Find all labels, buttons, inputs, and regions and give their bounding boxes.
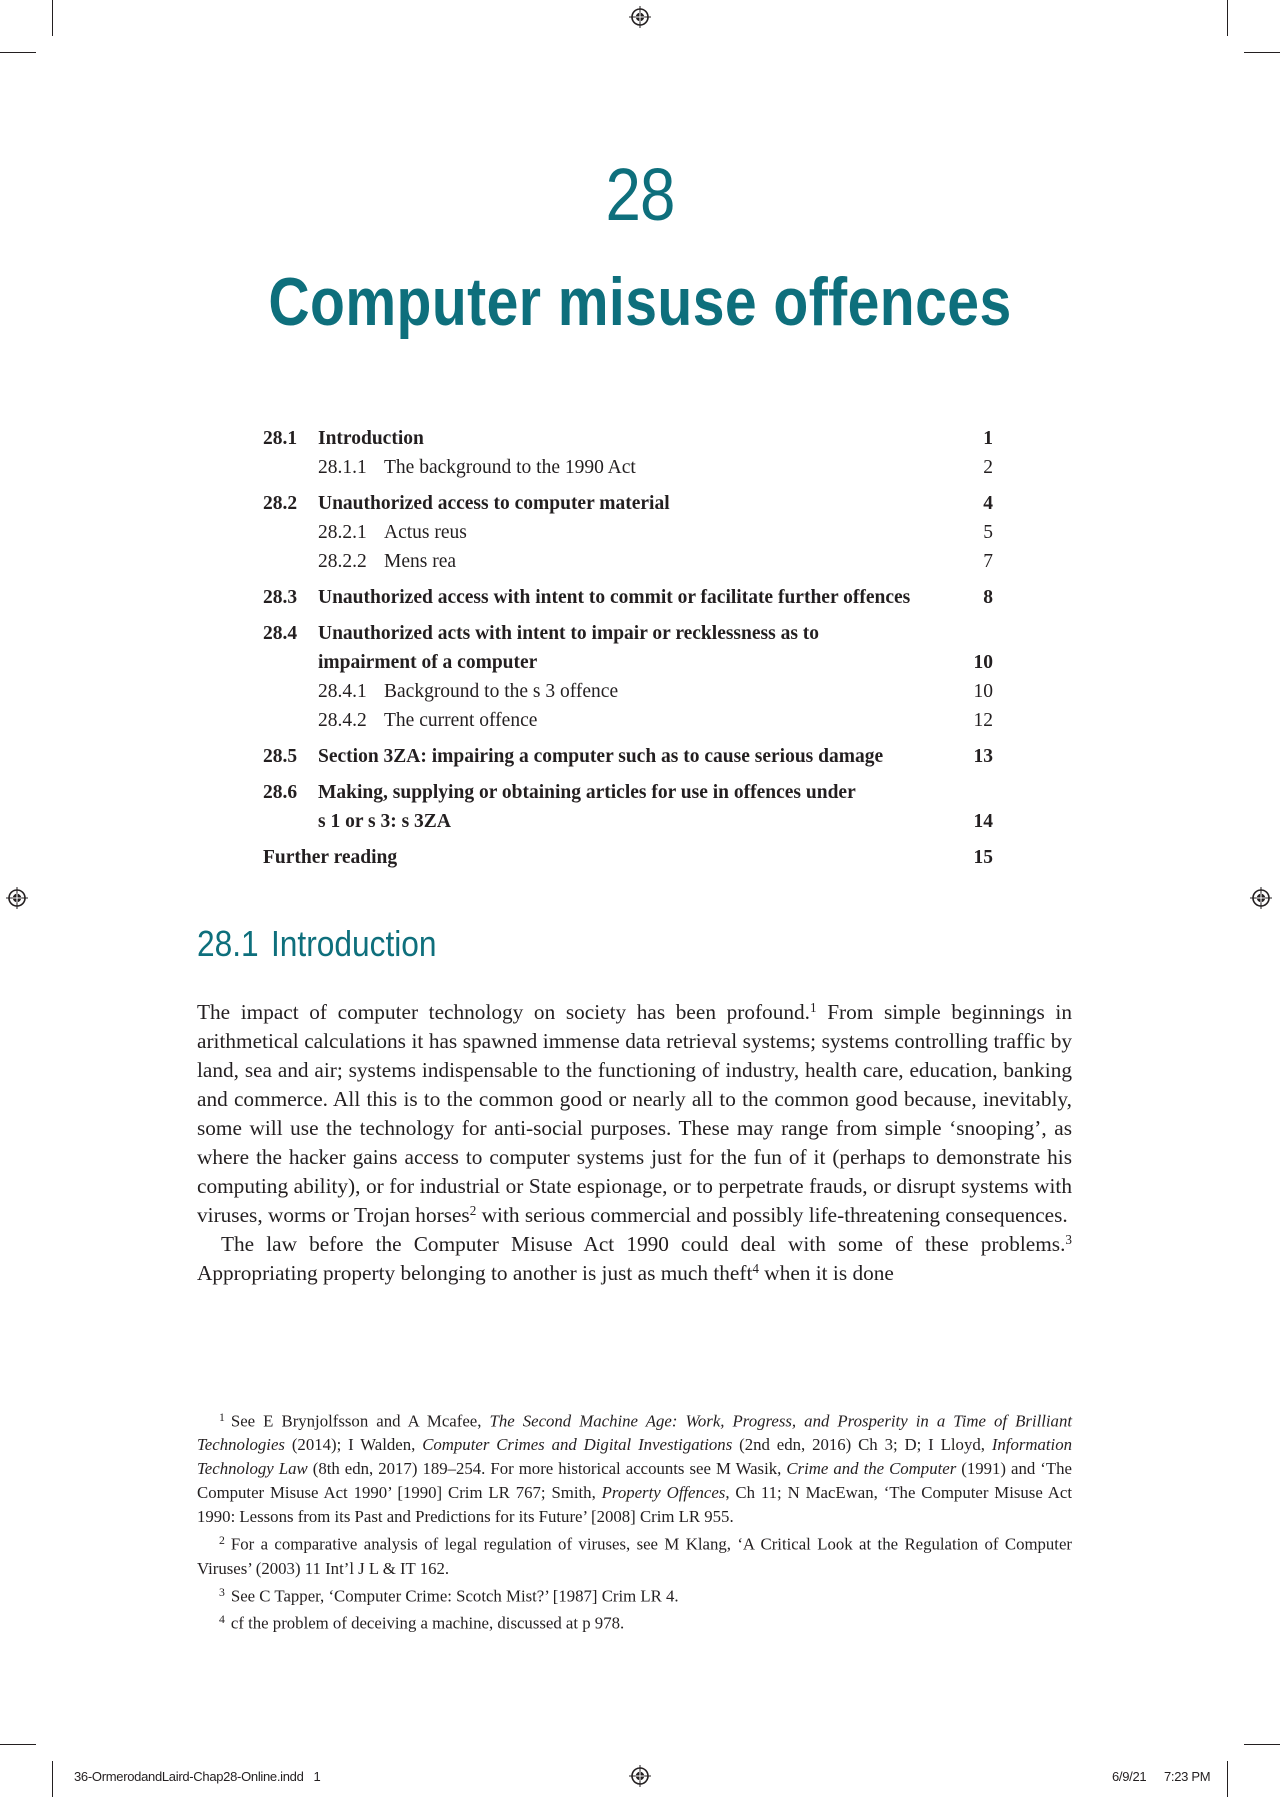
toc-subentry[interactable] [263, 547, 993, 576]
toc-title: Background to the s 3 offence [384, 681, 619, 702]
toc-title: Unauthorized access to computer material [318, 493, 670, 514]
registration-mark-icon [1250, 887, 1272, 909]
text-run: The law before the Computer Misuse Act 1990 could deal with some of these problems. [221, 1232, 1066, 1256]
toc-page: 12 [973, 710, 993, 731]
footnote-mark: 2 [219, 1534, 225, 1548]
toc-title: Mens rea [384, 551, 457, 572]
toc-entry[interactable] [263, 489, 993, 518]
crop-mark [0, 1744, 36, 1745]
text-run: The impact of computer technology on society has been profound. [197, 1000, 810, 1024]
slug-date: 6/9/21 [1112, 1769, 1147, 1784]
crop-mark [1244, 52, 1280, 53]
toc-entry[interactable] [263, 424, 993, 453]
slug-filename: 36-OrmerodandLaird-Chap28-Online.indd 1 [74, 1769, 321, 1784]
toc-page: 2 [983, 457, 993, 478]
footnote: $^3$ See C Tapper, ‘Computer Crime: Scotch Mist?’ [1987] Crim LR 4. [219, 1585, 679, 1605]
toc-entry[interactable] [263, 778, 993, 807]
toc-title: s 1 or s 3: s 3ZA [318, 811, 451, 832]
toc-title: Introduction [318, 428, 424, 449]
toc-entry[interactable] [263, 619, 993, 648]
toc-number: 28.4 [263, 623, 298, 644]
toc-subentry[interactable] [263, 677, 993, 706]
toc-number: 28.1 [263, 428, 298, 449]
toc-title: Unauthorized access with intent to commit or facilitate further offences [318, 587, 911, 608]
toc-title: Further reading [263, 847, 398, 868]
toc-title: The background to the 1990 Act [384, 457, 636, 478]
toc-number: 28.6 [263, 782, 298, 803]
crop-mark [1227, 0, 1228, 36]
toc-page: 13 [973, 746, 993, 767]
toc-title: Unauthorized acts with intent to impair or recklessness as to [318, 623, 820, 644]
toc-group [263, 778, 993, 836]
toc-entry[interactable] [263, 583, 993, 612]
crop-mark [0, 52, 36, 53]
toc-group [263, 619, 993, 735]
footnotes [197, 1406, 1072, 1635]
text-run: with serious commercial and possibly life-threatening consequences. [476, 1203, 1068, 1227]
toc-number: 28.3 [263, 587, 298, 608]
registration-mark-icon [6, 887, 28, 909]
toc-entry-continuation[interactable] [263, 807, 993, 836]
toc-number: 28.1.1 [318, 457, 367, 478]
toc-title: Actus reus [384, 522, 467, 543]
crop-mark [52, 1761, 53, 1797]
toc-entry[interactable] [263, 742, 993, 771]
registration-mark-icon [629, 6, 651, 28]
footnote-mark: 4 [219, 1612, 225, 1626]
toc-group [263, 742, 993, 771]
toc-page: 1 [983, 428, 993, 449]
text-run: Appropriating property belonging to another is just as much theft [197, 1261, 753, 1285]
toc-number: 28.4.1 [318, 681, 367, 702]
footnote-ref[interactable]: 1 [809, 999, 817, 1015]
toc-page: 15 [973, 847, 993, 868]
footnote: $^2$ For a comparative analysis of legal regulation of viruses, see M Klang, ‘A Critical Look at the Regulation of Computer Viruses’ (2003) 11 Int’l J L & IT 162. [197, 1534, 1072, 1578]
footnote: $^1$ See E Brynjolfsson and A Mcafee, The Second Machine Age: Work, Progress, and Prosperity in a Time of Brilliant Technologies (2014); I Walden, Computer Crimes and Digital Investigations (2nd edn, 2016) Ch 3; D; I Lloyd, Information Technology Law (8th edn, 2017) 189–254. For more historical accounts see M Wasik, Crime and the Computer (1991) and ‘The Computer Misuse Act 1990’ [1990] Crim LR 767; Smith, Property Offences, Ch 11; N MacEwan, ‘The Computer Misuse Act 1990: Lessons from its Past and Predictions for its Future’ [2008] Crim LR 955. [197, 1411, 1072, 1527]
text-run: when it is done [758, 1261, 894, 1285]
paragraph [197, 998, 1072, 1230]
toc-page: 14 [973, 811, 993, 832]
toc-title: Section 3ZA: impairing a computer such as to cause serious damage [318, 746, 884, 767]
section-title: Introduction [270, 923, 437, 964]
toc-number: 28.2.2 [318, 551, 367, 572]
registration-mark-icon [629, 1765, 651, 1787]
toc-number: 28.2.1 [318, 522, 367, 543]
toc-number: 28.2 [263, 493, 298, 514]
chapter-number: 28 [605, 153, 675, 236]
toc-title: The current offence [384, 710, 538, 731]
toc-subentry[interactable] [263, 706, 993, 735]
toc-page: 4 [983, 493, 993, 514]
toc-group [263, 424, 993, 482]
toc-number: 28.4.2 [318, 710, 367, 731]
toc-number: 28.5 [263, 746, 298, 767]
toc-page: 5 [983, 522, 993, 543]
section-heading [197, 923, 437, 964]
toc-group [263, 489, 993, 576]
toc-title: Making, supplying or obtaining articles for use in offences under [318, 782, 856, 803]
footnote-mark: 3 [219, 1585, 225, 1599]
toc-further-reading[interactable] [263, 843, 993, 872]
footnote-ref[interactable]: 3 [1065, 1231, 1072, 1247]
toc-entry-continuation[interactable] [263, 648, 993, 677]
footnote-ref[interactable]: 4 [752, 1260, 759, 1276]
slug-time: 7:23 PM [1164, 1769, 1211, 1784]
footnote-mark: 1 [219, 1411, 225, 1424]
toc-group [263, 843, 993, 872]
toc-subentry[interactable] [263, 453, 993, 482]
toc-page: 10 [973, 652, 993, 673]
toc-title: impairment of a computer [318, 652, 538, 673]
footnote: $^4$ cf the problem of deceiving a machine, discussed at p 978. [219, 1612, 625, 1633]
toc-page: 10 [973, 681, 993, 702]
chapter-title: Computer misuse offences [268, 264, 1012, 340]
section-number: 28.1 [197, 923, 259, 964]
crop-mark [1227, 1761, 1228, 1797]
footnote-ref[interactable]: 2 [469, 1202, 477, 1218]
text-run: From simple beginnings in arithmetical calculations it has spawned immense data retrieval systems; systems controlling traffic by land, sea and air; systems indispensable to the functioning of industry, health care, education, banking and commerce. All this is to the common good or nearly all to the common good because, inevitably, some will use the technology for anti-social purposes. These may range from simple ‘snooping’, as where the hacker gains access to computer systems just for the fun of it (perhaps to demonstrate his computing ability), or for industrial or State espionage, or to perpetrate frauds, or disrupt systems with viruses, worms or Trojan horses [197, 1000, 1072, 1227]
crop-mark [52, 0, 53, 36]
body-text [197, 998, 1072, 1288]
table-of-contents [263, 424, 993, 879]
crop-mark [1244, 1744, 1280, 1745]
toc-group [263, 583, 993, 612]
toc-page: 8 [983, 587, 993, 608]
toc-page: 7 [983, 551, 993, 572]
toc-subentry[interactable] [263, 518, 993, 547]
paragraph [197, 1230, 1072, 1288]
